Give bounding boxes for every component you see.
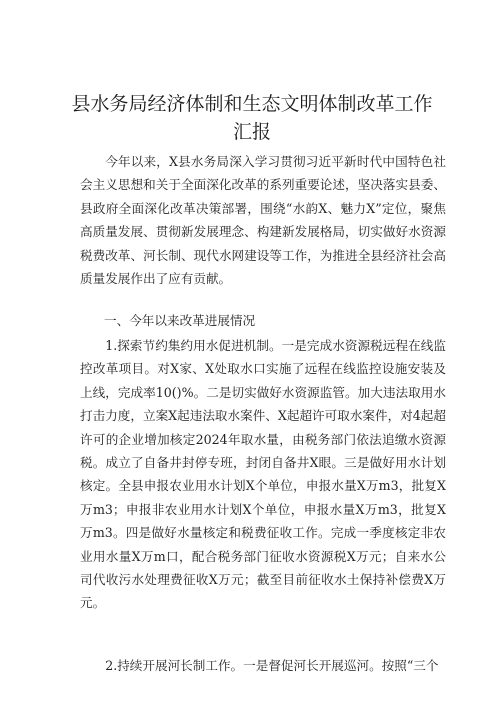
document-title: 县水务局经济体制和生态文明体制改革工作汇报 (71, 93, 433, 143)
item-1-paragraph: 1.探索节约集约用水促进机制。一是完成水资源税远程在线监控改革项目。对X家、X处取水口实施了远程在线监控设施安装及上线，完成率10()%。二是切实做好水资源监管。加大违法取用水打击力度，立案X起违法取水案件、X起超许可取水案件，对4起超许可的企业增加核定2024年取水量，由税务部门依法追缴水资源税。成立了自备井封停专班，封闭自备井X眼。三是做好用水计划核定。全县申报农业用水计划X个单位，申报水量X万m3，批复X万m3；申报非农业用水计划X个单位，申报水量X万m3，批复X万m3。四是做好水量核定和税费征收工作。完成一季度核定非农业用水量X万m口，配合税务部门征收水资源税X万元；自来水公司代收污水处理费征收X万元；截至目前征收水土保持补偿费X万元。 (80, 338, 446, 611)
intro-paragraph: 今年以来，X县水务局深入学习贯彻习近平新时代中国特色社会主义思想和关于全面深化改革的系列重要论述，坚决落实县委、县政府全面深化改革决策部署，围绕“水韵X、魅力X”定位，聚焦高质量发展、贯彻新发展理念、构建新发展格局，切实做好水资源税费改革、河长制、现代水网建设等工作，为推进全县经济社会高质量发展作出了应有贡献。 (80, 154, 446, 287)
item-2-paragraph: 2.持续开展河长制工作。一是督促河长开展巡河。按照“三个 (105, 658, 439, 673)
section-heading: 一、今年以来改革进展情况 (104, 313, 256, 328)
